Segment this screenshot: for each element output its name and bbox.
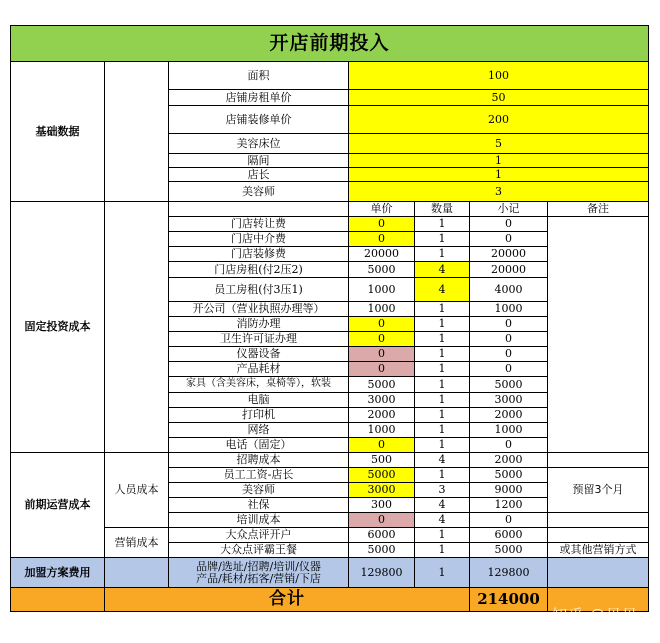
franchise-line1: 品牌/选址/招聘/培训/仪器	[196, 559, 321, 573]
page-title: 开店前期投入	[11, 26, 649, 62]
fixed-qty: 1	[415, 317, 470, 332]
basic-value: 50	[349, 90, 649, 106]
fixed-price: 5000	[349, 377, 415, 393]
personnel-qty: 1	[415, 468, 470, 483]
total-left	[11, 588, 105, 612]
fixed-price: 0	[349, 232, 415, 247]
fixed-price: 3000	[349, 393, 415, 408]
header-qty: 数量	[415, 202, 470, 217]
basic-label: 美容床位	[169, 134, 349, 154]
marketing-note-top	[548, 528, 649, 543]
personnel-subtotal: 2000	[470, 453, 548, 468]
fixed-price: 1000	[349, 278, 415, 302]
total-value: 214000	[470, 588, 548, 612]
personnel-item: 美容师	[169, 483, 349, 498]
personnel-item: 社保	[169, 498, 349, 513]
fixed-subtotal: 0	[470, 332, 548, 347]
personnel-price: 300	[349, 498, 415, 513]
fixed-subtotal: 0	[470, 438, 548, 453]
fixed-item: 仪器设备	[169, 347, 349, 362]
fixed-item: 电话（固定）	[169, 438, 349, 453]
marketing-subtotal: 6000	[470, 528, 548, 543]
fixed-subtotal: 4000	[470, 278, 548, 302]
marketing-item: 大众点评霸王餐	[169, 543, 349, 558]
fixed-qty: 1	[415, 362, 470, 377]
fixed-qty: 1	[415, 332, 470, 347]
fixed-qty: 4	[415, 262, 470, 278]
marketing-item: 大众点评开户	[169, 528, 349, 543]
fixed-item: 消防办理	[169, 317, 349, 332]
total-label: 合计	[105, 588, 470, 612]
personnel-subtotal: 1200	[470, 498, 548, 513]
section-basic: 基础数据	[11, 62, 105, 202]
fixed-price: 0	[349, 362, 415, 377]
subsection-personnel: 人员成本	[105, 453, 169, 528]
basic-value: 1	[349, 168, 649, 182]
basic-label: 面积	[169, 62, 349, 90]
fixed-subtotal: 20000	[470, 247, 548, 262]
fixed-item: 打印机	[169, 408, 349, 423]
fixed-qty: 1	[415, 408, 470, 423]
personnel-qty: 4	[415, 498, 470, 513]
header-item	[169, 202, 349, 217]
fixed-subtotal: 0	[470, 347, 548, 362]
fixed-qty: 1	[415, 423, 470, 438]
fixed-price: 0	[349, 438, 415, 453]
personnel-item: 员工工资-店长	[169, 468, 349, 483]
fixed-qty: 4	[415, 278, 470, 302]
fixed-subtotal: 0	[470, 217, 548, 232]
header-price: 单价	[349, 202, 415, 217]
marketing-subtotal: 5000	[470, 543, 548, 558]
fixed-qty: 1	[415, 393, 470, 408]
franchise-subtotal: 129800	[470, 558, 548, 588]
section-fixed: 固定投资成本	[11, 202, 105, 453]
fixed-price: 1000	[349, 302, 415, 317]
personnel-item: 招聘成本	[169, 453, 349, 468]
fixed-subtotal: 3000	[470, 393, 548, 408]
personnel-qty: 4	[415, 513, 470, 528]
franchise-qty: 1	[415, 558, 470, 588]
fixed-subtotal: 0	[470, 232, 548, 247]
watermark: 知乎 @贝贝	[552, 606, 638, 624]
fixed-item: 开公司（营业执照办理等）	[169, 302, 349, 317]
fixed-item: 门店中介费	[169, 232, 349, 247]
personnel-price: 3000	[349, 483, 415, 498]
personnel-note-bottom	[548, 513, 649, 528]
franchise-line2: 产品/耗材/拓客/营销/下店	[196, 571, 321, 585]
personnel-qty: 4	[415, 453, 470, 468]
franchise-note	[548, 558, 649, 588]
fixed-price: 0	[349, 217, 415, 232]
franchise-price: 129800	[349, 558, 415, 588]
fixed-subtotal: 1000	[470, 423, 548, 438]
marketing-qty: 1	[415, 543, 470, 558]
fixed-price: 0	[349, 317, 415, 332]
fixed-item: 门店转让费	[169, 217, 349, 232]
basic-label: 店长	[169, 168, 349, 182]
investment-table	[10, 25, 649, 612]
fixed-price: 5000	[349, 262, 415, 278]
basic-value: 5	[349, 134, 649, 154]
fixed-price: 20000	[349, 247, 415, 262]
personnel-price: 500	[349, 453, 415, 468]
fixed-qty: 1	[415, 438, 470, 453]
header-note: 备注	[548, 202, 649, 217]
fixed-price: 0	[349, 347, 415, 362]
personnel-note: 预留3个月	[548, 468, 649, 513]
personnel-subtotal: 0	[470, 513, 548, 528]
fixed-subtotal: 0	[470, 362, 548, 377]
fixed-price: 2000	[349, 408, 415, 423]
fixed-price: 1000	[349, 423, 415, 438]
subsection-marketing: 营销成本	[105, 528, 169, 558]
section-operating: 前期运营成本	[11, 453, 105, 558]
personnel-note-top	[548, 453, 649, 468]
fixed-qty: 1	[415, 247, 470, 262]
fixed-note	[548, 217, 649, 453]
fixed-subtotal: 1000	[470, 302, 548, 317]
fixed-qty: 1	[415, 232, 470, 247]
fixed-qty: 1	[415, 347, 470, 362]
fixed-subtotal: 20000	[470, 262, 548, 278]
basic-label: 美容师	[169, 182, 349, 202]
marketing-price: 5000	[349, 543, 415, 558]
basic-label: 店铺房租单价	[169, 90, 349, 106]
personnel-subtotal: 5000	[470, 468, 548, 483]
basic-label: 店铺装修单价	[169, 106, 349, 134]
fixed-item: 门店房租(付2压2)	[169, 262, 349, 278]
fixed-price: 0	[349, 332, 415, 347]
basic-value: 200	[349, 106, 649, 134]
fixed-subtotal: 2000	[470, 408, 548, 423]
personnel-price: 5000	[349, 468, 415, 483]
empty-cell	[105, 202, 169, 453]
basic-label: 隔间	[169, 154, 349, 168]
empty-cell	[105, 62, 169, 202]
basic-value: 3	[349, 182, 649, 202]
section-franchise: 加盟方案费用	[11, 558, 105, 588]
header-subtotal: 小记	[470, 202, 548, 217]
fixed-item: 卫生许可证办理	[169, 332, 349, 347]
fixed-qty: 1	[415, 217, 470, 232]
basic-value: 100	[349, 62, 649, 90]
fixed-item: 门店装修费	[169, 247, 349, 262]
personnel-price: 0	[349, 513, 415, 528]
franchise-empty	[105, 558, 169, 588]
fixed-subtotal: 0	[470, 317, 548, 332]
basic-value: 1	[349, 154, 649, 168]
fixed-item: 产品耗材	[169, 362, 349, 377]
franchise-item	[169, 558, 349, 588]
personnel-item: 培训成本	[169, 513, 349, 528]
personnel-qty: 3	[415, 483, 470, 498]
marketing-note: 或其他营销方式	[548, 543, 649, 558]
fixed-qty: 1	[415, 377, 470, 393]
fixed-item: 员工房租(付3压1)	[169, 278, 349, 302]
marketing-price: 6000	[349, 528, 415, 543]
fixed-subtotal: 5000	[470, 377, 548, 393]
fixed-qty: 1	[415, 302, 470, 317]
personnel-subtotal: 9000	[470, 483, 548, 498]
marketing-qty: 1	[415, 528, 470, 543]
fixed-item: 网络	[169, 423, 349, 438]
fixed-item: 家具（含美容床，桌椅等），软装	[169, 377, 349, 393]
fixed-item: 电脑	[169, 393, 349, 408]
